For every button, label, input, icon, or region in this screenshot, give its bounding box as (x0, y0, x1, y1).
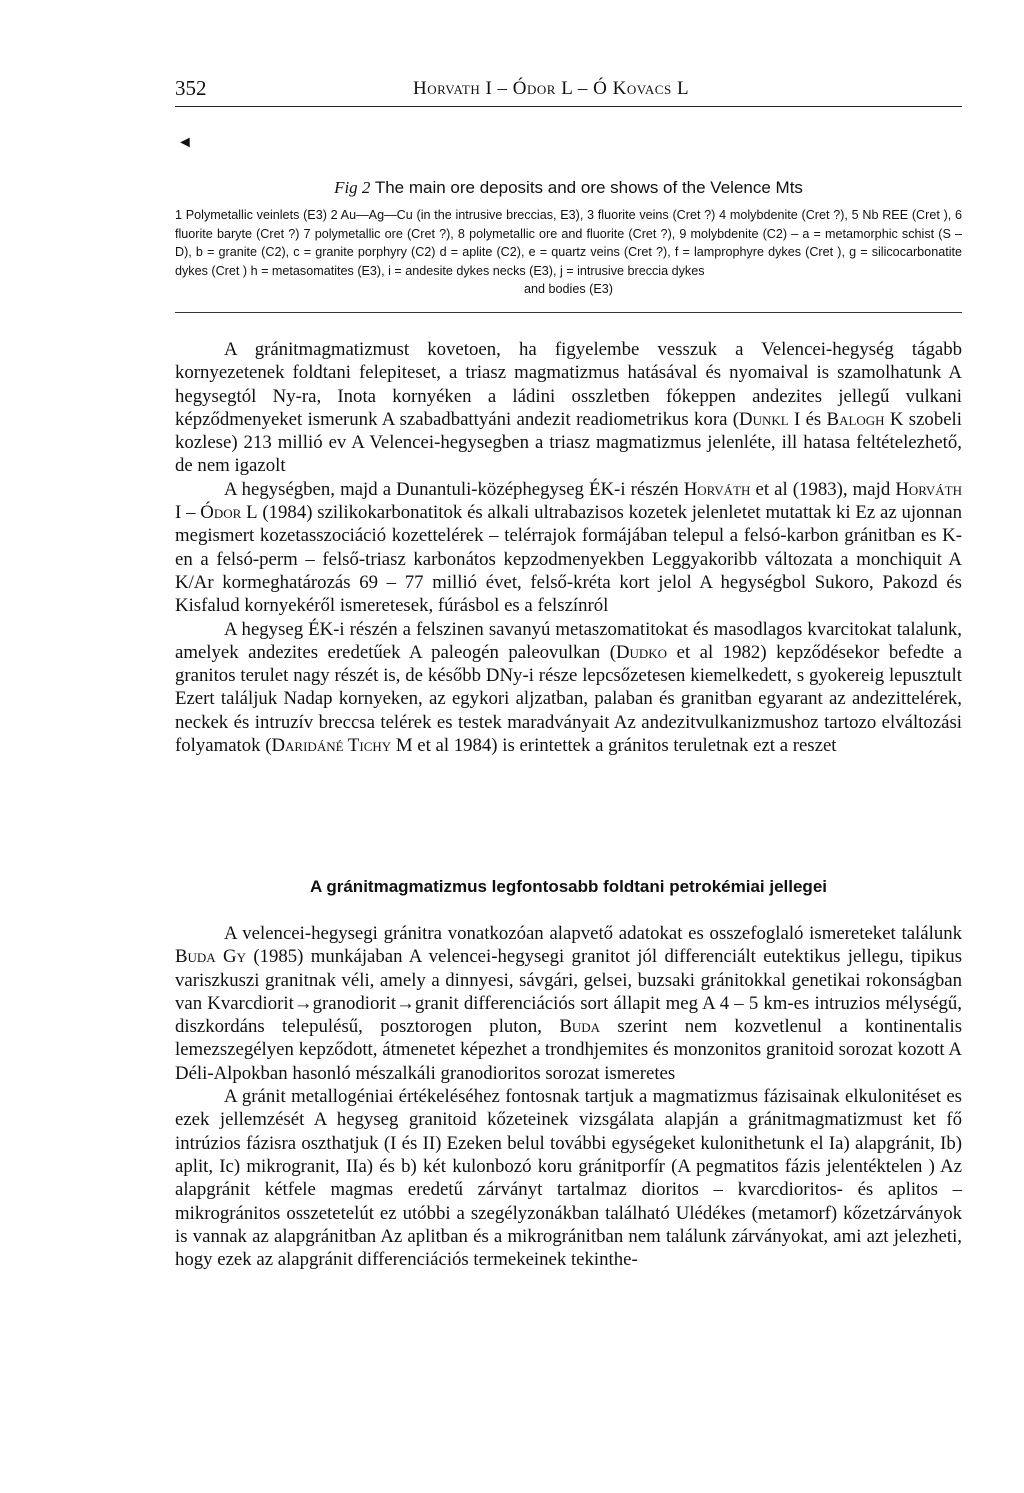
paragraph-text: et al 1982) kepződésekor befedte a granitos terulet nagy részét is, de később DNy-i része lepcsőzetesen kiemelkedett, s gyokereig lepusztult Ezert találjuk Nadap kornyeken, az egykori aljzatban, palaban és granitban egyarant az andezittelérek, neckek és intruzív breccsa telérek es testek maradványait Az andezitvulkanizmushoz tartozo elváltozási folyamatok ( (175, 641, 963, 757)
figure-legend-text: 1 Polymetallic veinlets (E3) 2 Au—Ag—Cu (in the intrusive breccias, E3), 3 fluorite veins (Cret ?) 4 molybdenite (Cret ?), 5 Nb REE (Cret ), 6 fluorite baryte (Cret ?) 7 polymetallic ore (Cret ?), 8 polymetallic ore and fluorite (Cret ?), 9 molybdenite (C2) – a = metamorphic schist (S – D), b = granite (C2), c = granite porphyry (C2) d = aplite (C2), e = quartz veins (Cret ?), f = lamprophyre dykes (Cret ), g = silicocarbonatite dykes (Cret ) h = metasomatites (E3), i = andesite dykes necks (E3), j = intrusive breccia dykes (175, 208, 962, 278)
author-name: Horváth (683, 478, 751, 500)
paragraph-text: et al (1983), majd (750, 478, 896, 500)
paragraph-text: A hegyseg ÉK-i részén a felszinen savanyú metaszomatitokat és masodlagos kvarcitokat talalunk, amelyek andezites eredetűek A paleogén paleovulkan ( (175, 618, 962, 663)
paragraph (175, 618, 962, 758)
paragraph (175, 478, 962, 618)
figure-legend-last-line: and bodies (E3) (524, 282, 613, 296)
caption-divider (175, 312, 962, 313)
paragraph-text: A hegységben, majd a Dunantuli-középhegyseg ÉK-i részén (224, 478, 684, 500)
paragraph-text: (1985) munkájaban A velencei-hegysegi granitot jól differenciált eutektikus jellegu, tipikus variszkuszi granitnak véli, amely a dinnyesi, sávgári, gelsei, buzsaki gránitokkal genetikai rokonságban van Kvarcdiorit→granodiorit→granit differenciációs sort állapit meg A 4 – 5 km-es intruzios mélységű, diszkordáns telepulésű, posztorogen pluton, (175, 946, 962, 1038)
running-header (175, 72, 962, 107)
body-section-1 (175, 338, 962, 757)
running-head-authors: Horvath I – Ódor L – Ó Kovacs L (413, 78, 690, 99)
author-name: Horváth I – Ódor L (175, 478, 963, 524)
paragraph-text: A velencei-hegysegi gránitra vonatkozóan alapvető adatokat es osszefoglaló ismereteket találunk (224, 923, 962, 944)
author-name: Dudko (615, 641, 668, 663)
paragraph (175, 338, 962, 478)
figure-caption-title (175, 178, 962, 198)
paragraph-text: A gránitmagmatizmust kovetoen, ha figyelembe vesszuk a Velencei-hegység tágabb kornyezetenek foldtani felepiteset, a triasz magmatizmus hatásával és nyomaival is szamolhatunk A hegysegtól Ny-ra, Inota kornyéken a ládini osszletben fókeppen andezites jellegű vulkani képződmenyeket ismerunk A szabadbattyáni andezit readiometrikus kora ( (175, 339, 962, 430)
figure-title: The main ore deposits and ore shows of the Velence Mts (374, 178, 803, 197)
left-arrow-icon: ◄ (177, 134, 193, 151)
author-name: Daridáné Tichy M (271, 735, 413, 757)
paragraph-text: és (800, 408, 827, 430)
author-name: Buda (559, 1016, 601, 1038)
page-number: 352 (175, 76, 207, 100)
figure-legend (175, 206, 962, 299)
figure-label: Fig 2 (334, 178, 371, 197)
section-heading: A gránitmagmatizmus legfontosabb foldtani petrokémiai jellegei (309, 877, 827, 896)
paragraph-text: szerint nem kozvetlenul a kontinentalis lemezszegélyen kepződott, átmenetet képezhet a trondhjemites és monzonitos granitoid sorozat kozott A Déli-Alpokban hasonló mészalkáli granodioritos sorozat ismeretes (175, 1016, 962, 1084)
paragraph (175, 922, 962, 1085)
author-name: Buda Gy (175, 946, 246, 968)
paragraph-text: szobeli kozlese) 213 millió ev A Velencei-hegysegben a triasz magmatizmus jelenléte, ill hatasa feltételezhető, de nem igazolt (175, 408, 962, 477)
body-section-2 (175, 922, 962, 1271)
paragraph: A gránit metallogéniai értékeléséhez fontosnak tartjuk a magmatizmus fázisainak elkulonitéset es ezek jellemzését A hegyseg granitoid kőzeteinek vizsgálata alapján a gránitmagmatizmust ket fő intrúzios fázisra oszthatjuk (I és II) Ezeken belul további egységeket kulonithetunk el Ia) alapgránit, Ib) aplit, Ic) mikrogranit, IIa) és b) két kulonbozó koru gránitporfír (A pegmatitos fázis jelentéktelen ) Az alapgránit kétfele magmas eredetű zárványt tartalmaz dioritos – kvarcdioritos- és aplitos – mikrogránitos osszetetelút ez utóbbi a szegélyzonákban található Ulédékes (metamorf) kőzetzárványok is vannak az alapgránitban Az aplitban és a mikrogránitban nem találunk zárványokat, ami azt jelezheti, hogy ezek az alapgránit differenciációs termekeinek tekinthe- (175, 1086, 962, 1271)
author-name: Dunkl I (739, 408, 801, 430)
author-name: Balogh K (826, 408, 904, 430)
paragraph-text: (1984) szilikokarbonatitok és alkali ultrabazisos kozetek jelenletet mutattak ki Ez az ujonnan megismert kozetasszociáció kozettelérek – telérrajok formájában telepul a felsó-karbon gránitban es K-en a felsó-perm – felső-triasz karbonátos kepzodmenyekben Leggyakoribb változata a monchiquit A K/Ar kormeghatározás 69 – 77 millió évet, felső-kréta kort jelol A hegységbol Sukoro, Pakozd és Kisfalud kornyekéről ismeretesek, fúrásbol es a felszínról (175, 502, 963, 617)
paragraph-text: et al 1984) is erintettek a gránitos teruletnak ezt a reszet (412, 735, 837, 757)
